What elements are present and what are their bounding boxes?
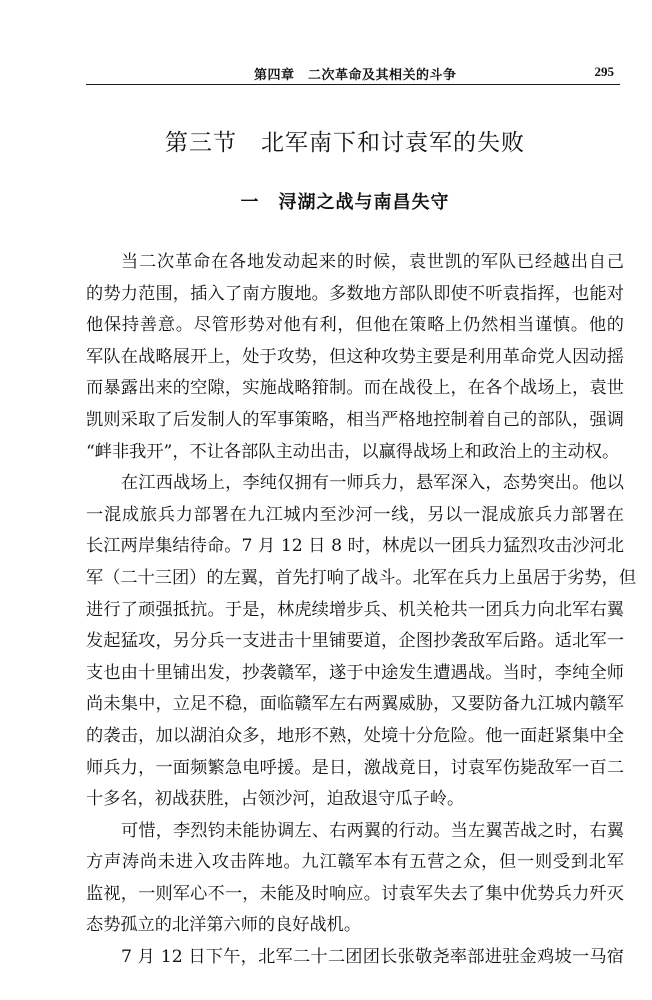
paragraph-line: 尚未集中，立足不稳，面临赣军左右两翼威胁，又要防备九江城内赣军	[86, 694, 624, 715]
paragraph-line: 当二次革命在各地发动起来的时候，袁世凯的军队已经越出自己	[121, 252, 624, 272]
paragraph-line: 进行了顽强抵抗。于是，林虎续增步兵、机关枪共一团兵力向北军右翼	[86, 599, 624, 620]
paragraph-line: 支也由十里铺出发，抄袭赣军，遂于中途发生遭遇战。当时，李纯全师	[86, 662, 624, 683]
page-number: 295	[594, 64, 614, 79]
paragraph-line: 的势力范围，插入了南方腹地。多数地方部队即使不听袁指挥，也能对	[86, 283, 624, 304]
subsection-title: 一 浔湖之战与南昌失守	[240, 192, 450, 213]
paragraph-line: 一混成旅兵力部署在九江城内至沙河一线，另以一混成旅兵力部署在	[86, 504, 624, 525]
paragraph-line: 军队在战略展开上，处于攻势，但这种攻势主要是利用革命党人因动摇	[86, 346, 624, 367]
paragraph-line: 凯则采取了后发制人的军事策略，相当严格地控制着自己的部队，强调	[86, 409, 624, 430]
paragraph-line: 他保持善意。尽管形势对他有利，但他在策略上仍然相当谨慎。他的	[86, 315, 624, 336]
paragraph-line: 军（二十三团）的左翼，首先打响了战斗。北军在兵力上虽居于劣势，但	[86, 567, 637, 588]
paragraph-line: 态势孤立的北洋第六师的良好战机。	[86, 915, 362, 936]
paragraph-line: 而暴露出来的空隙，实施战略箝制。而在战役上，在各个战场上，袁世	[86, 378, 624, 399]
paragraph-line: 可惜，李烈钧未能协调左、右两翼的行动。当左翼苦战之时，右翼	[121, 820, 624, 841]
paragraph-line: 的袭击，加以湖泊众多，地形不熟，处境十分危险。他一面赶紧集中全	[86, 725, 624, 746]
paragraph-line: 发起猛攻，另分兵一支进击十里铺要道，企图抄袭敌军后路。适北军一	[86, 631, 624, 652]
paragraph-line: 在江西战场上，李纯仅拥有一师兵力，悬军深入，态势突出。他以	[121, 473, 624, 494]
paragraph-line: 十多名，初战获胜，占领沙河，迫敌退守瓜子岭。	[86, 789, 465, 810]
running-header	[86, 58, 620, 85]
section-title: 第三节 北军南下和讨袁军的失败	[165, 130, 525, 156]
paragraph-line: 7 月 12 日下午，北军二十二团团长张敬尧率部进驻金鸡坡一马宿	[121, 947, 624, 968]
paragraph-line: 长江两岸集结待命。7 月 12 日 8 时，林虎以一团兵力猛烈攻击沙河北	[86, 536, 624, 557]
paragraph-line: 方声涛尚未进入攻击阵地。九江赣军本有五营之众，但一则受到北军	[86, 852, 624, 873]
chapter-running-title: 第四章 二次革命及其相关的斗争	[254, 68, 457, 83]
paragraph-line: 师兵力，一面频繁急电呼援。是日，激战竟日，讨袁军伤毙敌军一百二	[86, 757, 624, 778]
body-text	[86, 247, 637, 974]
paragraph-line: 监视，一则军心不一，未能及时响应。讨袁军失去了集中优势兵力歼灭	[86, 883, 624, 904]
paragraph-line: “衅非我开”，不让各部队主动出击，以赢得战场上和政治上的主动权。	[86, 441, 620, 462]
